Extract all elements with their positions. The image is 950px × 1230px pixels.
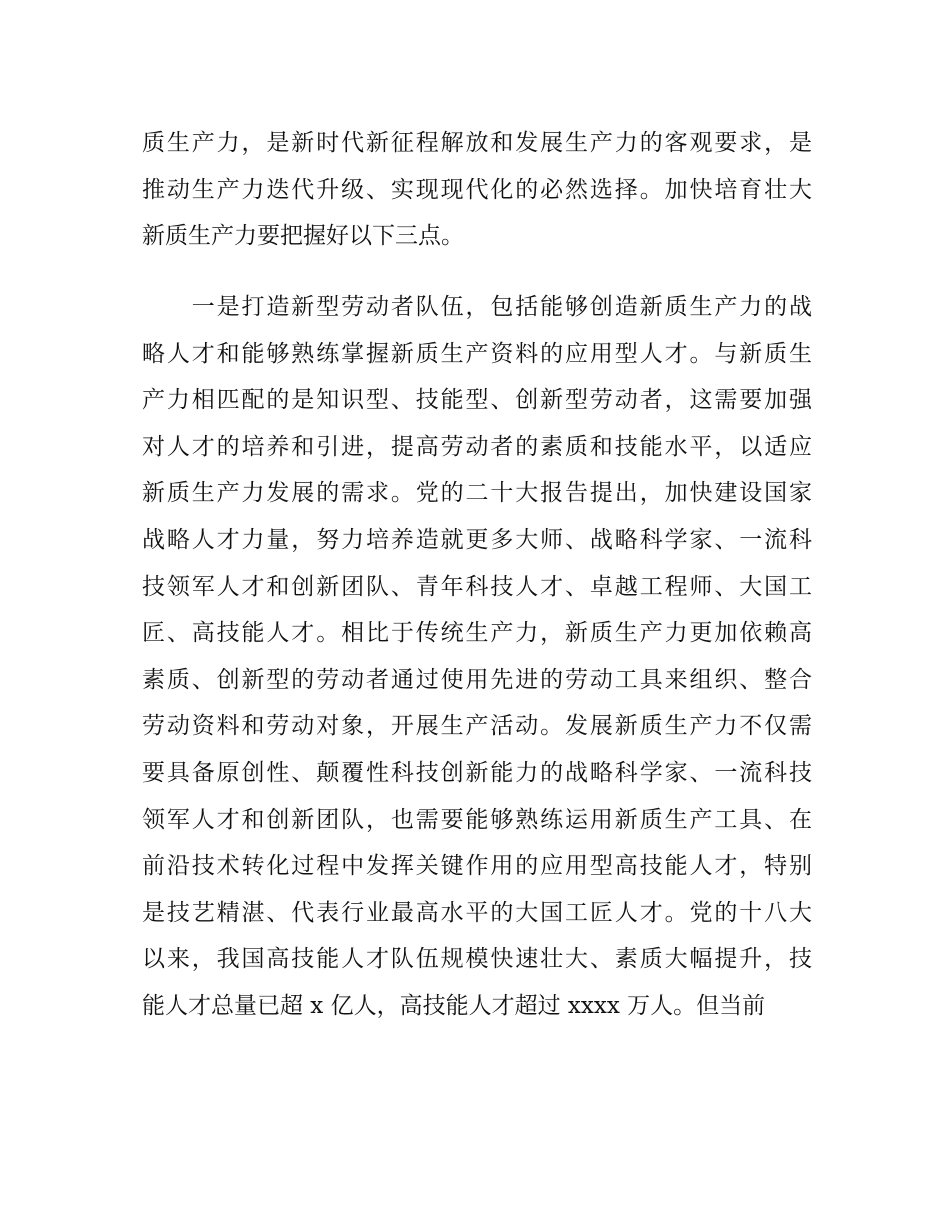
text-line: 劳动资料和劳动对象，开展生产活动。发展新质生产力不仅需 <box>142 713 812 740</box>
text-line: 领军人才和创新团队，也需要能够熟练运用新质生产工具、在 <box>142 806 812 833</box>
paragraph-laborers <box>142 284 812 1030</box>
paragraph-intro <box>142 120 812 260</box>
text-line: 新质生产力发展的需求。党的二十大报告提出，加快建设国家 <box>142 480 812 507</box>
text-line: 能人才总量已超 x 亿人，高技能人才超过 xxxx 万人。但当前 <box>142 992 766 1019</box>
text-line: 素质、创新型的劳动者通过使用先进的劳动工具来组织、整合 <box>142 666 812 693</box>
text-line: 一是打造新型劳动者队伍，包括能够创造新质生产力的战 <box>142 294 812 320</box>
text-line: 质生产力，是新时代新征程解放和发展生产力的客观要求，是 <box>142 130 812 156</box>
text-line: 匠、高技能人才。相比于传统生产力，新质生产力更加依赖高 <box>142 620 812 647</box>
text-line: 产力相匹配的是知识型、技能型、创新型劳动者，这需要加强 <box>142 387 812 414</box>
text-line: 技领军人才和创新团队、青年科技人才、卓越工程师、大国工 <box>142 573 812 600</box>
text-line: 新质生产力要把握好以下三点。 <box>142 223 464 250</box>
text-line: 推动生产力迭代升级、实现现代化的必然选择。加快培育壮大 <box>142 176 812 203</box>
text-line: 略人才和能够熟练掌握新质生产资料的应用型人才。与新质生 <box>142 340 812 367</box>
text-line: 战略人才力量，努力培养造就更多大师、战略科学家、一流科 <box>142 526 812 553</box>
text-line: 前沿技术转化过程中发挥关键作用的应用型高技能人才，特别 <box>142 853 812 880</box>
text-line: 对人才的培养和引进，提高劳动者的素质和技能水平，以适应 <box>142 433 812 460</box>
text-line: 是技艺精湛、代表行业最高水平的大国工匠人才。党的十八大 <box>142 899 812 926</box>
text-line: 要具备原创性、颠覆性科技创新能力的战略科学家、一流科技 <box>142 759 812 786</box>
text-line: 以来，我国高技能人才队伍规模快速壮大、素质大幅提升，技 <box>142 946 812 973</box>
